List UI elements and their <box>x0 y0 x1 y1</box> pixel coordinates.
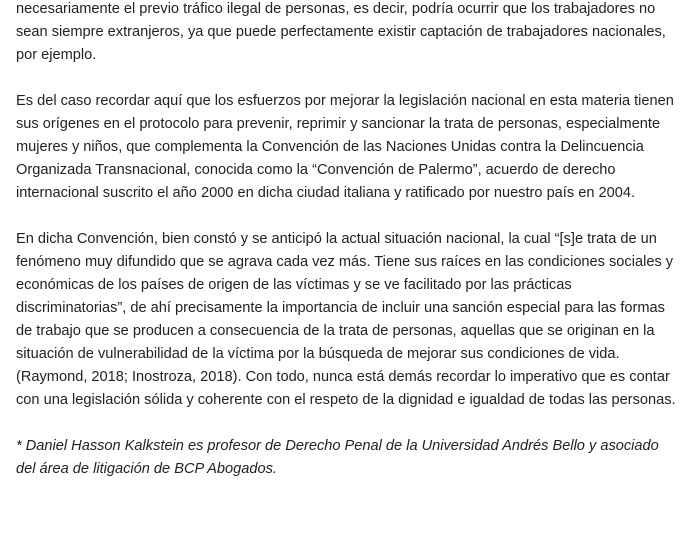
paragraph-trafico: necesariamente el previo tráfico ilegal de personas, es decir, podría ocurrir que los trabajadores no sean siempre extranjeros, ya que puede perfectamente existir captación de trabajadores nacionales, por ejemplo. <box>16 1 666 63</box>
paragraph-palermo: Es del caso recordar aquí que los esfuerzos por mejorar la legislación nacional en esta materia tienen sus orígenes en el protocolo para prevenir, reprimir y sancionar la trata de personas, especialmente mujeres y niños, que complementa la Convención de las Naciones Unidas contra la Delincuencia Organizada Transnacional, conocida como la “Convención de Palermo”, acuerdo de derecho internacional suscrito el año 2000 en dicha ciudad italiana y ratificado por nuestro país en 2004. <box>16 93 674 201</box>
author-note: * Daniel Hasson Kalkstein es profesor de Derecho Penal de la Universidad Andrés Bello y asociado del área de litigación de BCP Abogados. <box>16 438 659 477</box>
paragraph-convencion: En dicha Convención, bien constó y se anticipó la actual situación nacional, la cual “[s]e trata de un fenómeno muy difundido que se agrava cada vez más. Tiene sus raíces en las condiciones sociales y económicas de los países de origen de las víctimas y se ve facilitado por las prácticas discriminatorias”, de ahí precisamente la importancia de incluir una sanción especial para las formas de trabajo que se producen a consecuencia de la trata de personas, aquellas que se originan en la situación de vulnerabilidad de la víctima por la búsqueda de mejorar sus condiciones de vida. (Raymond, 2018; Inostroza, 2018). Con todo, nunca está demás recordar lo imperativo que es contar con una legislación sólida y coherente con el respeto de la dignidad e igualdad de todas las personas. <box>16 231 676 408</box>
article-body <box>16 0 682 481</box>
